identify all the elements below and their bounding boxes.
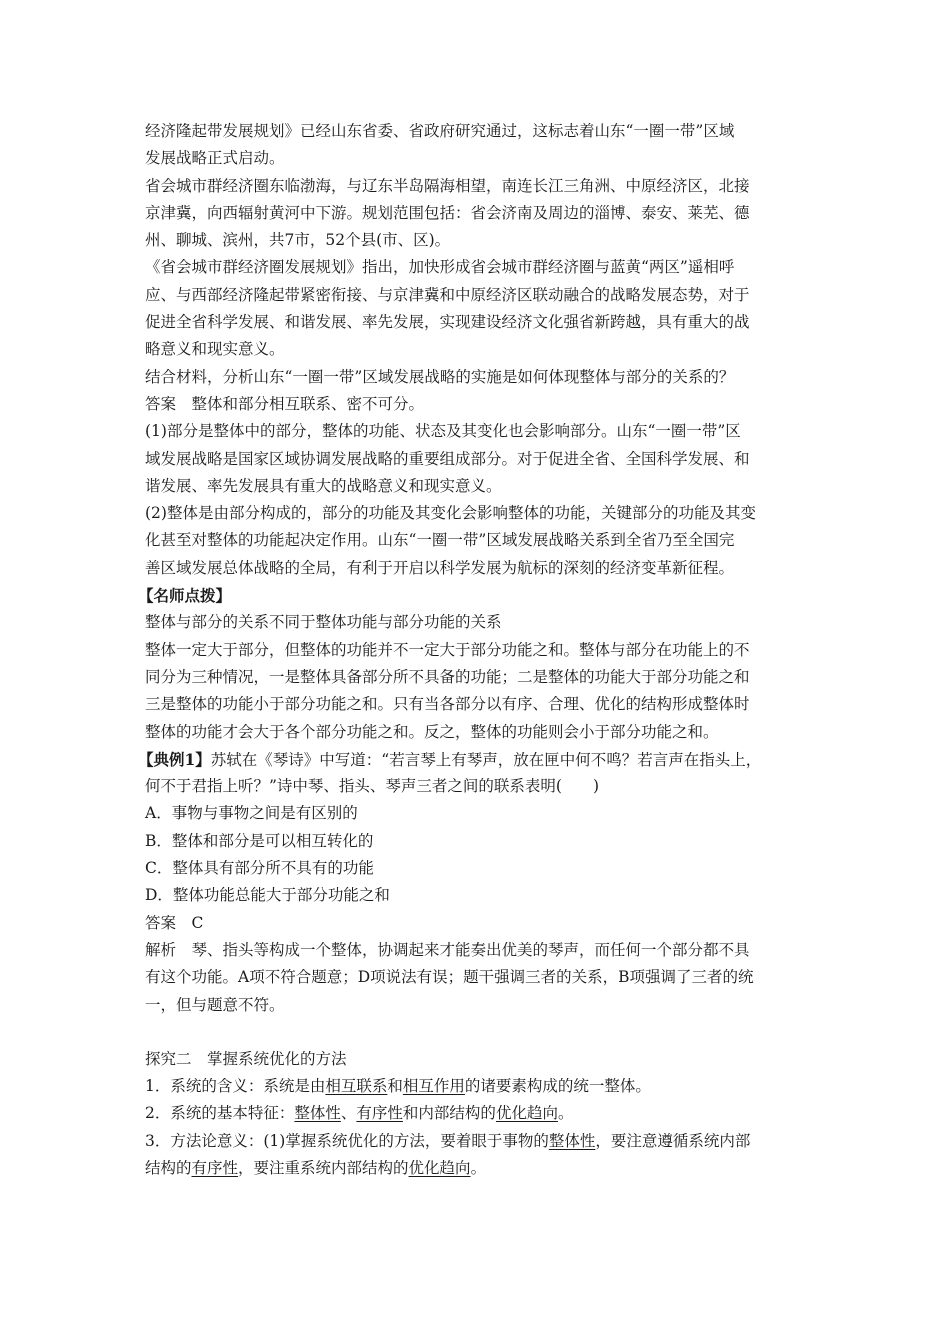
example-stem-text: 苏轼在《琴诗》中写道：“若言琴上有琴声，放在匣中何不鸣？若言声在指头上，	[210, 750, 762, 769]
analysis-line: 一，但与题意不符。	[145, 995, 285, 1014]
text-span: 。	[470, 1158, 487, 1177]
text-line: 经济隆起带发展规划》已经山东省委、省政府研究通过，这标志着山东“一圈一带”区域	[145, 122, 735, 140]
text-span: 的诸要素构成的统一整体。	[464, 1077, 651, 1096]
text-span: 结构的	[145, 1158, 192, 1177]
text-span: 、	[340, 1104, 357, 1123]
text-line: 同分为三种情况，一是整体具备部分所不具备的功能；二是整体的功能大于部分功能之和	[145, 667, 750, 686]
spacer	[145, 1019, 810, 1046]
section-title: 探究二 掌握系统优化的方法	[145, 1049, 347, 1068]
section-two	[145, 1046, 810, 1182]
analysis-line: 解析 琴、指头等构成一个整体，协调起来才能奏出优美的琴声，而任何一个部分都不具	[145, 940, 750, 959]
blank-answer: 有序性	[356, 1104, 403, 1123]
text-line: 三是整体的功能小于部分功能之和。只有当各部分以有序、合理、优化的结构形成整体时	[145, 695, 750, 714]
text-line: 域发展战略是国家区域协调发展战略的重要组成部分。对于促进全省、全国科学发展、和	[145, 449, 750, 468]
text-line: 发展战略正式启动。	[145, 149, 285, 168]
document-page	[138, 118, 810, 1182]
text-line: 整体的功能才会大于各个部分功能之和。反之，整体的功能则会小于部分功能之和。	[145, 722, 719, 741]
example-tag: 【典例1】	[138, 749, 211, 769]
option-d: D．整体功能总能大于部分功能之和	[145, 886, 390, 905]
text-line: 整体一定大于部分，但整体的功能并不一定大于部分功能之和。整体与部分在功能上的不	[145, 640, 750, 659]
text-line: 州、聊城、滨州，共7市，52个县(市、区)。	[145, 231, 451, 250]
answer-line: 答案 C	[145, 913, 204, 932]
teacher-tip-section	[138, 582, 810, 746]
example-stem	[138, 746, 810, 773]
text-line: 《省会城市群经济圈发展规划》指出，加快形成省会城市群经济圈与蓝黄“两区”遥相呼	[145, 258, 735, 277]
answer-line: 答案 整体和部分相互联系、密不可分。	[145, 394, 425, 413]
text-span: 2．系统的基本特征：	[145, 1104, 295, 1123]
text-line: 略意义和现实意义。	[145, 340, 285, 359]
text-line: 化甚至对整体的功能起决定作用。山东“一圈一带”区域发展战略关系到全省乃至全国完	[145, 531, 735, 550]
text-line: 促进全省科学发展、和谐发展、率先发展，实现建设经济文化强省新跨越，具有重大的战	[145, 313, 750, 332]
point-3	[145, 1128, 810, 1155]
blank-answer: 整体性	[294, 1104, 341, 1123]
text-line: (1)部分是整体中的部分，整体的功能、状态及其变化也会影响部分。山东“一圈一带”区	[145, 422, 741, 441]
blank-answer: 优化趋向	[408, 1158, 471, 1177]
blank-answer: 相互联系	[325, 1077, 388, 1096]
option-a: A．事物与事物之间是有区别的	[145, 804, 358, 823]
blank-answer: 优化趋向	[495, 1104, 558, 1123]
point-1	[145, 1073, 810, 1100]
text-line: 何不于君指上听？”诗中琴、指头、琴声三者之间的联系表明( )	[145, 777, 600, 796]
text-span: 。	[557, 1104, 574, 1123]
text-line: 善区域发展总体战略的全局，有利于开启以科学发展为航标的深刻的经济变革新征程。	[145, 558, 735, 577]
point-3-cont	[145, 1155, 810, 1182]
analysis-line: 有这个功能。A项不符合题意；D项说法有误；题干强调三者的关系，B项强调了三者的统	[145, 968, 754, 987]
text-span: ，要注意遵循系统内部	[595, 1131, 751, 1150]
text-line: 谐发展、率先发展具有重大的战略意义和现实意义。	[145, 476, 502, 495]
blank-answer: 相互作用	[402, 1077, 465, 1096]
text-span: 和	[387, 1077, 403, 1096]
point-2	[145, 1100, 810, 1127]
text-span: ，要注重系统内部结构的	[238, 1158, 409, 1177]
option-b: B．整体和部分是可以相互转化的	[145, 831, 374, 850]
text-span: 3．方法论意义：(1)掌握系统优化的方法，要着眼于事物的	[145, 1131, 549, 1150]
text-line: (2)整体是由部分构成的，部分的功能及其变化会影响整体的功能，关键部分的功能及其变	[145, 504, 756, 523]
example-section	[138, 746, 810, 1019]
text-span: 1．系统的含义：系统是由	[145, 1077, 326, 1096]
text-span: 和内部结构的	[402, 1104, 496, 1123]
text-line: 省会城市群经济圈东临渤海，与辽东半岛隔海相望，南连长江三角洲、中原经济区，北接	[145, 176, 750, 195]
blank-answer: 整体性	[548, 1131, 596, 1150]
intro-section	[145, 118, 810, 582]
question-line: 结合材料，分析山东“一圈一带”区域发展战略的实施是如何体现整体与部分的关系的？	[145, 367, 735, 386]
blank-answer: 有序性	[191, 1158, 239, 1177]
text-line: 应、与西部经济隆起带紧密衔接、与京津冀和中原经济区联动融合的战略发展态势，对于	[145, 285, 750, 304]
option-c: C．整体具有部分所不具有的功能	[145, 859, 374, 878]
text-line: 整体与部分的关系不同于整体功能与部分功能的关系	[145, 613, 502, 632]
text-line: 京津冀，向西辐射黄河中下游。规划范围包括：省会济南及周边的淄博、泰安、莱芜、德	[145, 203, 750, 222]
tip-heading: 【名师点拨】	[138, 586, 232, 606]
